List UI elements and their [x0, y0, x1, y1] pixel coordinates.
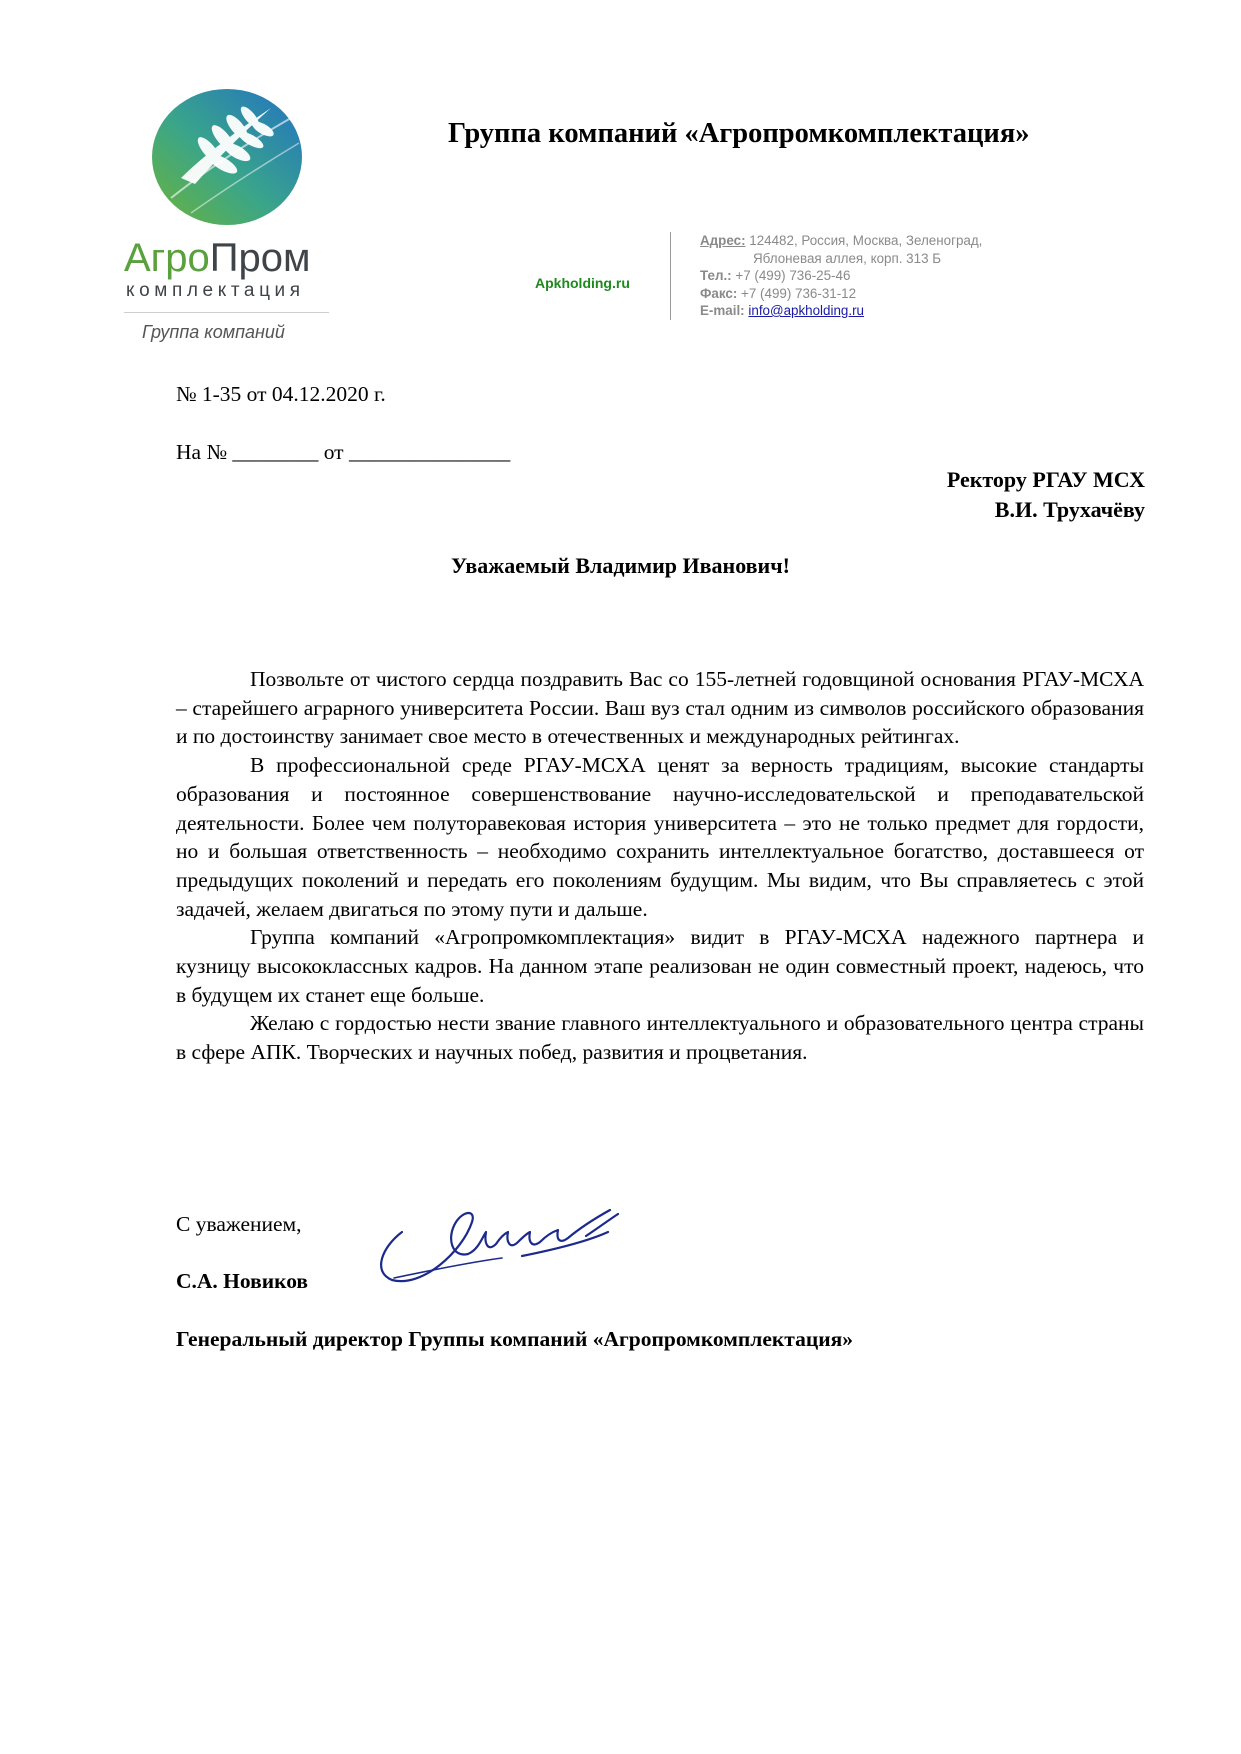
logo-subtitle: комплектация	[126, 280, 305, 301]
contacts-divider	[670, 232, 671, 320]
logo-wordmark	[124, 238, 311, 278]
email-link[interactable]: info@apkholding.ru	[748, 303, 864, 318]
phone-label: Тел.:	[700, 268, 732, 283]
recipient-block	[947, 465, 1145, 525]
address-row	[700, 232, 982, 250]
address-line2: Яблоневая аллея, корп. 313 Б	[753, 250, 942, 266]
company-logo-icon	[151, 88, 303, 226]
letter-body	[176, 665, 1144, 1067]
address-line1: 124482, Россия, Москва, Зеленоград,	[749, 233, 983, 248]
signer-title: Генеральный директор Группы компаний «Агропромкомплектация»	[176, 1327, 854, 1351]
fax-label: Факс:	[700, 285, 738, 301]
salutation: Уважаемый Владимир Иванович!	[451, 553, 790, 578]
email-row	[700, 302, 982, 320]
body-paragraph: Позвольте от чистого сердца поздравить Вас со 155-летней годовщиной основания РГАУ-МСХА – старейшего аграрного университета России. Ваш вуз стал одним из символов российского образования и по достоинству занимает свое место в отечественных и международных рейтингах.	[176, 667, 1144, 749]
contact-block	[700, 232, 982, 320]
closing-phrase: С уважением,	[176, 1212, 302, 1236]
logo-divider	[124, 312, 329, 313]
phone-row	[700, 267, 982, 285]
reply-reference: На № ________ от _______________	[176, 440, 511, 464]
fax-value: +7 (499) 736-31-12	[741, 285, 857, 301]
address-label: Адрес:	[700, 233, 746, 248]
email-label: E-mail:	[700, 303, 745, 318]
fax-row	[700, 285, 982, 303]
body-paragraph: В профессиональной среде РГАУ-МСХА ценят за верность традициям, высокие стандарты образования и постоянное совершенствование научно-исследовательской и преподавательской деятельности. Более чем полуторавековая история университета – это не только предмет для гордости, но и большая ответственность – необходимо сохранить интеллектуальное богатство, доставшееся от предыдущих поколений и передать его поколениям будущим. Мы видим, что Вы справляетесь с этой задачей, желаем двигаться по этому пути и дальше.	[176, 753, 1144, 921]
company-title: Группа компаний «Агропромкомплектация»	[448, 118, 1030, 149]
letter-ref-number: № 1-35 от 04.12.2020 г.	[176, 382, 386, 406]
recipient-name: В.И. Трухачёву	[994, 497, 1145, 522]
handwritten-signature	[372, 1192, 642, 1292]
recipient-position: Ректору РГАУ МСХ	[946, 467, 1145, 492]
phone-value: +7 (499) 736-25-46	[735, 268, 851, 283]
body-paragraph: Группа компаний «Агропромкомплектация» видит в РГАУ-МСХА надежного партнера и кузницу высококлассных кадров. На данном этапе реализован не один совместный проект, надеюсь, что в будущем их станет еще больше.	[176, 925, 1144, 1007]
signer-name: С.А. Новиков	[176, 1269, 309, 1293]
logo-name-part1: Агро	[124, 236, 210, 280]
website-link[interactable]: Apkholding.ru	[535, 275, 630, 291]
logo-group-caption: Группа компаний	[142, 322, 285, 342]
body-paragraph: Желаю с гордостью нести звание главного интеллектуального и образовательного центра страны в сфере АПК. Творческих и научных побед, развития и процветания.	[176, 1011, 1144, 1065]
logo-name-part2: Пром	[209, 236, 311, 280]
